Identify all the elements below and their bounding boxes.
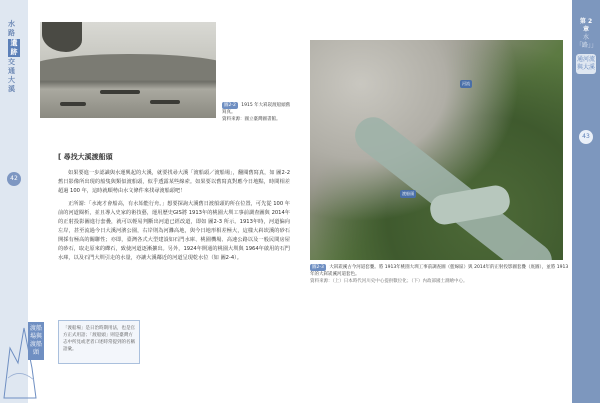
margin-note: 「渡船場」是日治時期用法，也是官方正式用語；「渡船頭」則是臺灣方志中所見或老者口述時常提到的名稱語彙。 [58,320,140,364]
title-highlight [8,39,20,57]
page-number: 43 [579,130,593,144]
photo-caption [222,102,294,123]
title-char: 跡 [10,48,18,56]
title-char: 溪 [8,85,15,93]
chapter-label: 第 2 章 [579,18,593,33]
title-char: 水 [8,20,15,28]
side-label: 渡船場與渡船頭 [28,322,44,360]
chapter-subtitle: 水「路」」 [576,34,598,49]
body-text [58,169,290,267]
photo-boat [100,90,140,94]
chapter-pill: 通河流與大溪 [576,54,596,74]
historic-photo [40,22,216,118]
page-number: 42 [7,172,21,186]
right-running-title [576,18,596,74]
title-char: 通 [8,67,15,75]
map-caption [310,264,570,285]
section-heading: [ 尋找大溪渡船頭 [58,153,113,161]
title-char: 大 [8,76,15,84]
river-channel [348,110,559,260]
photo-boat [60,102,86,106]
photo-boat [150,100,180,104]
figure-tag: 圖2-2 [224,103,236,108]
map-label: 河流 [462,81,470,86]
photo-hills [40,54,216,80]
title-char: 交 [8,58,15,66]
caption-source: 資料來源：國立臺灣圖書館。 [222,117,281,122]
caption-text: 大嵙崁溪古今河道套疊。將 1913年桃園大圳工事前調查圖（藍線區）與 2014年的正射投影圖套疊（底圖），並將 1913年的大嵙崁溪河道套色。 [310,265,569,277]
photo-tree [42,22,82,52]
aerial-map [310,40,563,260]
map-label: 渡船頭 [402,191,414,196]
caption-text: 1915 年大嵙崁渡船頭舊寫真。 [222,103,291,115]
running-title [8,20,20,94]
paragraph: 正所謂：「水淹才會船高，有水始能行舟。」想要探詢大溪舊日渡船頭的所在位置，可先從 100 年前的河道閱析，並且導入史家的術技藝，運用歷史GIS將 1913年的桃園大圳工事前調查圖與 2014年的正射投影圖進行套疊，就可以輕易判斷出河道已經改道，即如 圖2-3 所示。1913年時，河道偏向左岸，甚至流過今日大溪河濱公園，右岸則為河灘高地，與今日地形相差極大，這樣大嵙崁溪的砂石開採有極高的關聯性；亦即，臺灣各式大型建設如石門水庫、桃園機場、高速公路以及一般民間房屋的砂石，取走原來的礫石，致使河道逐漸擴出。另外，1924年開通的桃園大圳與 1964年啟用的石門水庫，以及石門大圳引走的水量，亦讓大溪鄰近的河道呈現乾水位（如 圖2-4）。 [58,201,290,261]
right-page [300,0,600,403]
figure-tag: 圖2-3 [312,265,324,270]
title-char: 遺 [10,39,18,47]
caption-source: 資料來源：（上）日本時代河川史中心提供數位化；（下）內政部國土測繪中心。 [310,279,468,284]
title-char: 路 [8,29,15,37]
paragraph: 如果要進一步認識與水運興起的大溪，就要找尋大溪「渡船頭／渡船場」，翻閱舊寫真，如 圖2-2 舊日影像所出現的船隻與類似渡船頭，似乎透露某些線索。如果要以舊寫真對應今日地點，時間相差超過 100 年，這時就順勢由水文條件來找尋渡船頭吧！ [58,170,290,194]
